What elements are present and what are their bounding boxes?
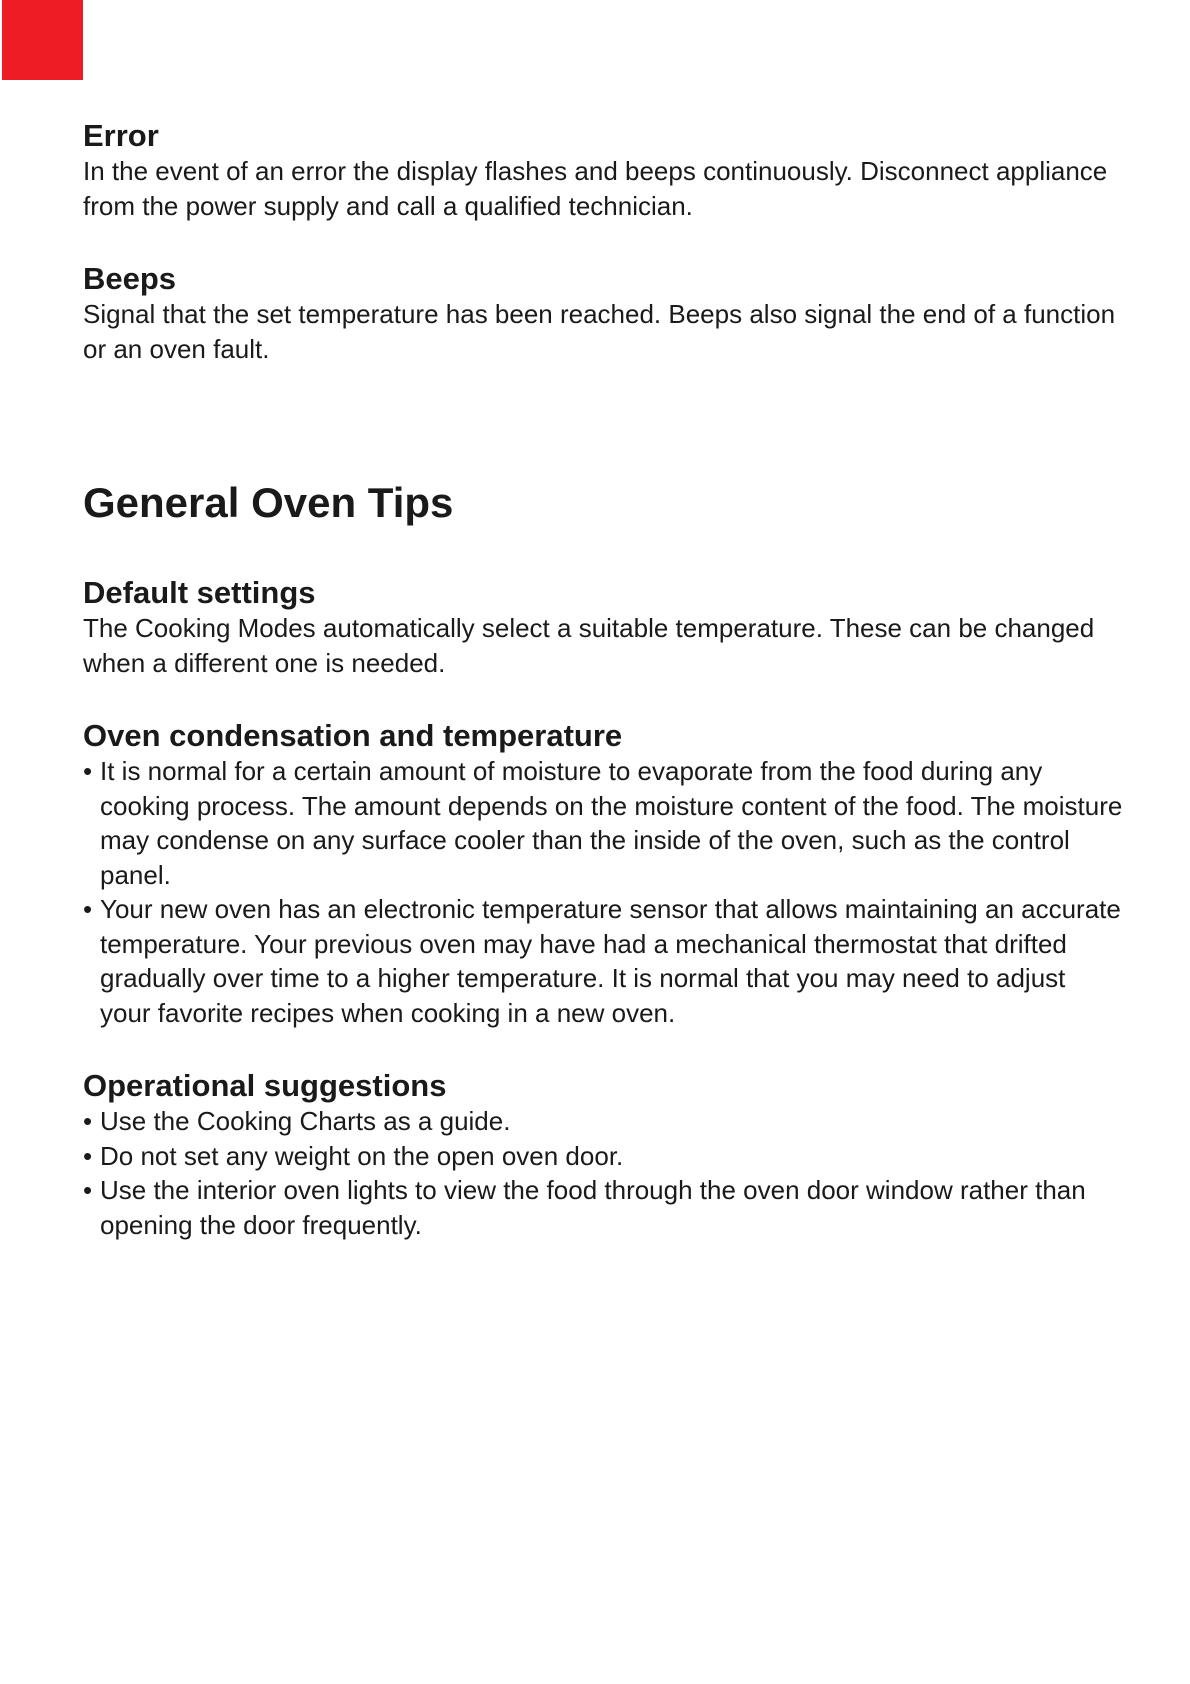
default-settings-heading: Default settings <box>83 575 316 610</box>
list-item <box>83 1139 1123 1174</box>
operational-section <box>83 1068 1123 1242</box>
page-content <box>83 118 1123 1242</box>
list-item-text: Use the Cooking Charts as a guide. <box>100 1106 511 1136</box>
beeps-section <box>83 261 1123 366</box>
beeps-heading: Beeps <box>83 261 177 296</box>
error-section <box>83 118 1123 223</box>
default-settings-text: The Cooking Modes automatically select a suitable temperature. These can be changed when a different one is needed. <box>83 613 1095 678</box>
operational-list <box>83 1104 1123 1242</box>
bullet-dot: • <box>83 756 93 786</box>
list-item <box>83 754 1123 892</box>
list-item <box>83 892 1123 1030</box>
error-heading: Error <box>83 118 159 153</box>
page-title: General Oven Tips <box>83 479 454 526</box>
list-item-text: Do not set any weight on the open oven door. <box>100 1140 624 1171</box>
bullet-dot: • <box>83 1175 93 1205</box>
list-item-text: It is normal for a certain amount of moisture to evaporate from the food during any cooking process. The amount depends on the moisture content of the food. The moisture may condense on any surface cooler than the inside of the oven, such as the control panel. <box>100 756 1123 890</box>
condensation-section <box>83 718 1123 1030</box>
condensation-list <box>83 754 1123 1030</box>
default-settings-section <box>83 575 1123 680</box>
bullet-dot: • <box>83 1106 93 1136</box>
condensation-heading: Oven condensation and temperature <box>83 718 623 753</box>
bullet-dot: • <box>83 1140 93 1171</box>
list-item <box>83 1104 1123 1139</box>
list-item-text: Use the interior oven lights to view the food through the oven door window rather than opening the door frequently. <box>100 1175 1086 1240</box>
bullet-dot: • <box>83 894 93 924</box>
error-text: In the event of an error the display flashes and beeps continuously. Disconnect appliance from the power supply and call a qualified technician. <box>83 156 1108 221</box>
list-item-text: Your new oven has an electronic temperature sensor that allows maintaining an accurate temperature. Your previous oven may have had a mechanical thermostat that drifted gradually over time to a higher temperature. It is normal that you may need to adjust your favorite recipes when cooking in a new oven. <box>100 894 1121 1028</box>
list-item <box>83 1173 1123 1242</box>
beeps-text: Signal that the set temperature has been reached. Beeps also signal the end of a function or an oven fault. <box>83 299 1116 364</box>
red-corner-tab <box>2 0 83 80</box>
operational-heading: Operational suggestions <box>83 1068 447 1103</box>
